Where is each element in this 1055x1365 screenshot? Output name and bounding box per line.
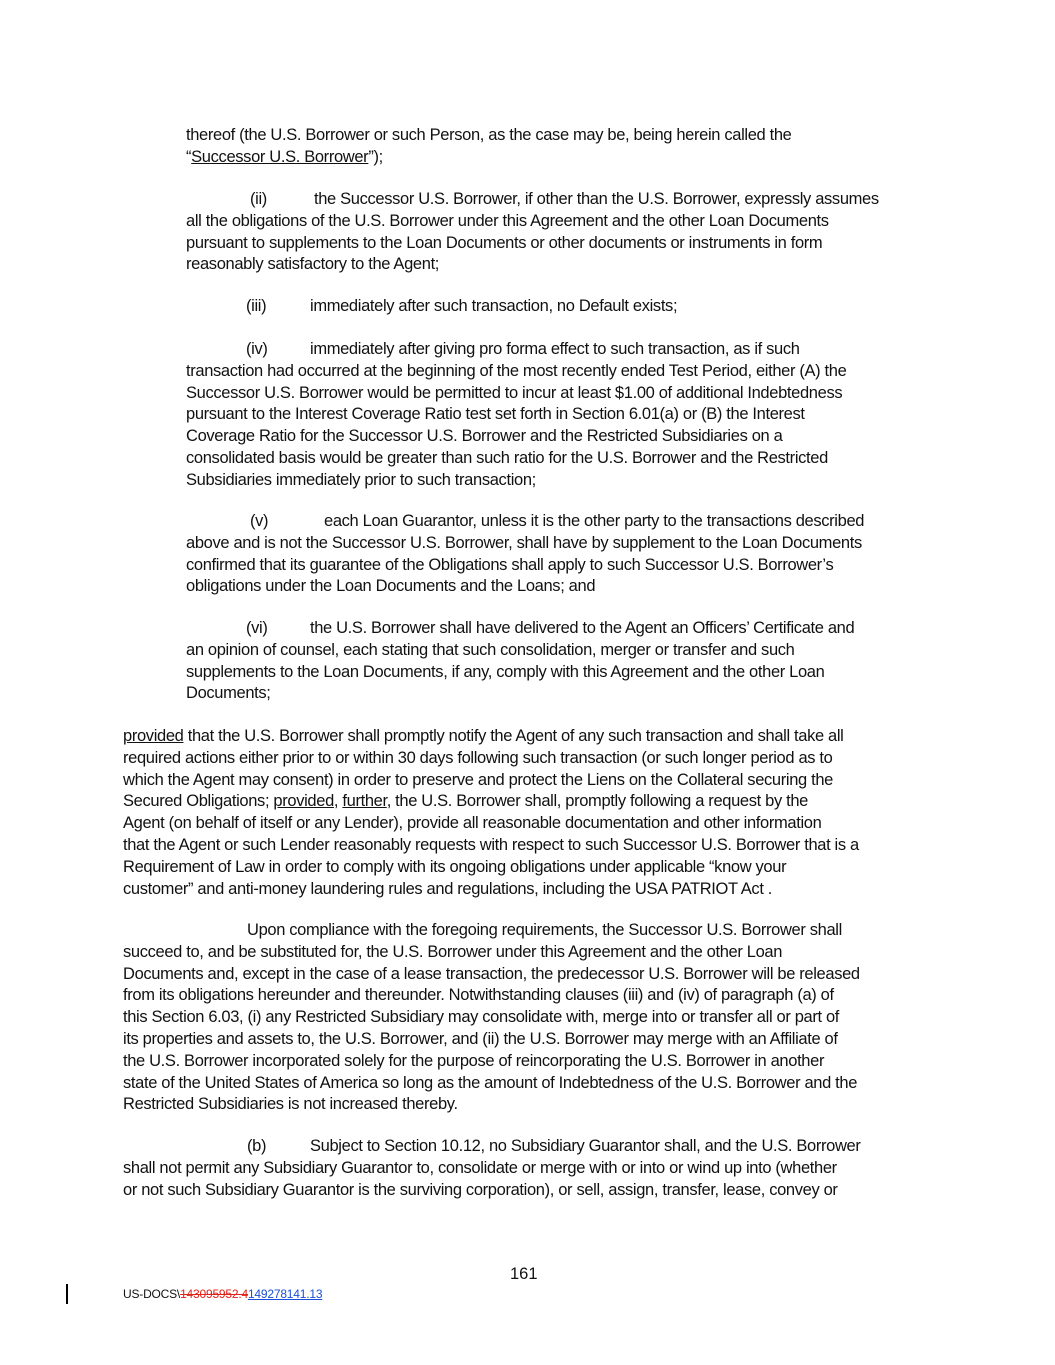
text-line: pursuant to the Interest Coverage Ratio test set forth in Section 6.01(a) or (B) the Interest [186, 405, 805, 424]
clause-ii [186, 189, 931, 276]
revision-change-bar [66, 1284, 68, 1304]
text-line [186, 147, 931, 169]
paragraph-successor-definition [186, 125, 931, 169]
text-line [186, 511, 931, 533]
text-line: all the obligations of the U.S. Borrower under this Agreement and the other Loan Documents [186, 211, 829, 230]
text-line: supplements to the Loan Documents, if any, comply with this Agreement and the other Loan [186, 662, 825, 681]
text-line [123, 726, 931, 748]
text-line: this Section 6.03, (i) any Restricted Subsidiary may consolidate with, merge into or transfer all or part of [123, 1008, 840, 1027]
text-line: required actions either prior to or within 30 days following such transaction (or such longer period as to [123, 748, 833, 767]
proviso-text: that the U.S. Borrower shall promptly notify the Agent of any such transaction and shall take all [183, 727, 844, 745]
clause-text: the U.S. Borrower shall have delivered to the Agent an Officers’ Certificate and [310, 619, 855, 637]
clause-v [186, 511, 931, 598]
text-line: reasonably satisfactory to the Agent; [186, 255, 440, 274]
clause-text: immediately after such transaction, no Default exists; [310, 297, 678, 315]
document-id-footer [123, 1287, 322, 1301]
text-line: shall not permit any Subsidiary Guarantor to, consolidate or merge with or into or wind up into (whether [123, 1158, 837, 1177]
text-line: customer” and anti-money laundering rules and regulations, including the USA PATRIOT Act . [123, 879, 773, 898]
text-line: Agent (on behalf of itself or any Lender), provide all reasonable documentation and other information [123, 814, 822, 833]
text-line: Successor U.S. Borrower would be permitted to incur at least $1.00 of additional Indebtedness [186, 383, 843, 402]
defined-term: Successor U.S. Borrower [191, 147, 369, 166]
text-line: which the Agent may consent) in order to preserve and protect the Liens on the Collateral securing the [123, 770, 833, 789]
text-line: Upon compliance with the foregoing requirements, the Successor U.S. Borrower shall [247, 921, 842, 939]
text-line [186, 339, 931, 361]
provided-term: provided [123, 727, 184, 745]
clause-text: the Successor U.S. Borrower, if other than the U.S. Borrower, expressly assumes [314, 190, 879, 208]
text-line: that the Agent or such Lender reasonably requests with respect to such Successor U.S. Borrower that is a [123, 835, 859, 854]
text-line: confirmed that its guarantee of the Obligations shall apply to such Successor U.S. Borrower’s [186, 555, 834, 574]
inserted-doc-id: 149278141.13 [247, 1287, 323, 1301]
clause-number: (iv) [246, 340, 268, 358]
provided-term: provided [273, 792, 334, 811]
text-line: Coverage Ratio for the Successor U.S. Borrower and the Restricted Subsidiaries on a [186, 427, 783, 446]
text-line: transaction had occurred at the beginning of the most recently ended Test Period, either (A) the [186, 361, 847, 380]
text-line: Requirement of Law in order to comply with its ongoing obligations under applicable “know your [123, 857, 787, 876]
text-line: from its obligations hereunder and thereunder. Notwithstanding clauses (iii) and (iv) of paragraph (a) of [123, 986, 834, 1005]
text-line: consolidated basis would be greater than such ratio for the U.S. Borrower and the Restricted [186, 448, 828, 467]
proviso-text: , the U.S. Borrower shall, promptly following a request by the [386, 792, 808, 811]
clause-text: each Loan Guarantor, unless it is the other party to the transactions described [324, 512, 865, 530]
text-line: Restricted Subsidiaries is not increased thereby. [123, 1095, 458, 1114]
clause-vi [186, 618, 931, 705]
text-line [186, 618, 931, 640]
clause-number: (vi) [246, 619, 268, 637]
text-line: thereof (the U.S. Borrower or such Person, as the case may be, being herein called the [186, 126, 792, 144]
text-line: an opinion of counsel, each stating that such consolidation, merger or transfer and such [186, 640, 795, 659]
open-quote: “ [186, 147, 192, 166]
clause-iv [186, 339, 931, 492]
text-line: its properties and assets to, the U.S. Borrower, and (ii) the U.S. Borrower may merge with an Affiliate of [123, 1029, 838, 1048]
proviso-paragraph [123, 726, 931, 900]
comma: , [333, 792, 343, 811]
text-line [123, 791, 931, 813]
text-line: succeed to, and be substituted for, the U.S. Borrower under this Agreement and the other Loan [123, 942, 783, 961]
clause-number: (b) [247, 1137, 267, 1155]
clause-number: (ii) [250, 190, 267, 208]
text-line: above and is not the Successor U.S. Borrower, shall have by supplement to the Loan Documents [186, 533, 862, 552]
text-line [186, 296, 931, 318]
clause-b [123, 1136, 931, 1201]
text-line [123, 1136, 931, 1158]
text-line: Subsidiaries immediately prior to such transaction; [186, 470, 536, 489]
clause-text: immediately after giving pro forma effect to such transaction, as if such [310, 340, 800, 358]
text-line: Documents and, except in the case of a lease transaction, the predecessor U.S. Borrower will be released [123, 964, 860, 983]
text-line: the U.S. Borrower incorporated solely for the purpose of reincorporating the U.S. Borrower in another [123, 1051, 825, 1070]
close-quote: ”); [368, 147, 383, 166]
further-term: further [342, 792, 387, 811]
text-line: Documents; [186, 684, 271, 703]
deleted-doc-id: 143095952.4 [180, 1287, 248, 1301]
proviso-text: Secured Obligations; [123, 792, 274, 811]
text-line: state of the United States of America so long as the amount of Indebtedness of the U.S. Borrower and the [123, 1073, 858, 1092]
text-line: obligations under the Loan Documents and the Loans; and [186, 577, 596, 596]
clause-text: Subject to Section 10.12, no Subsidiary Guarantor shall, and the U.S. Borrower [310, 1137, 861, 1155]
page-number: 161 [510, 1265, 538, 1283]
clause-number: (iii) [246, 297, 267, 315]
text-line [186, 189, 931, 211]
clause-number: (v) [250, 512, 269, 530]
text-line: pursuant to supplements to the Loan Documents or other documents or instruments in form [186, 233, 823, 252]
clause-iii [186, 296, 931, 318]
footer-prefix: US-DOCS\ [123, 1287, 181, 1301]
compliance-paragraph [123, 920, 931, 1116]
text-line: or not such Subsidiary Guarantor is the surviving corporation), or sell, assign, transfer, lease, convey or [123, 1180, 838, 1199]
